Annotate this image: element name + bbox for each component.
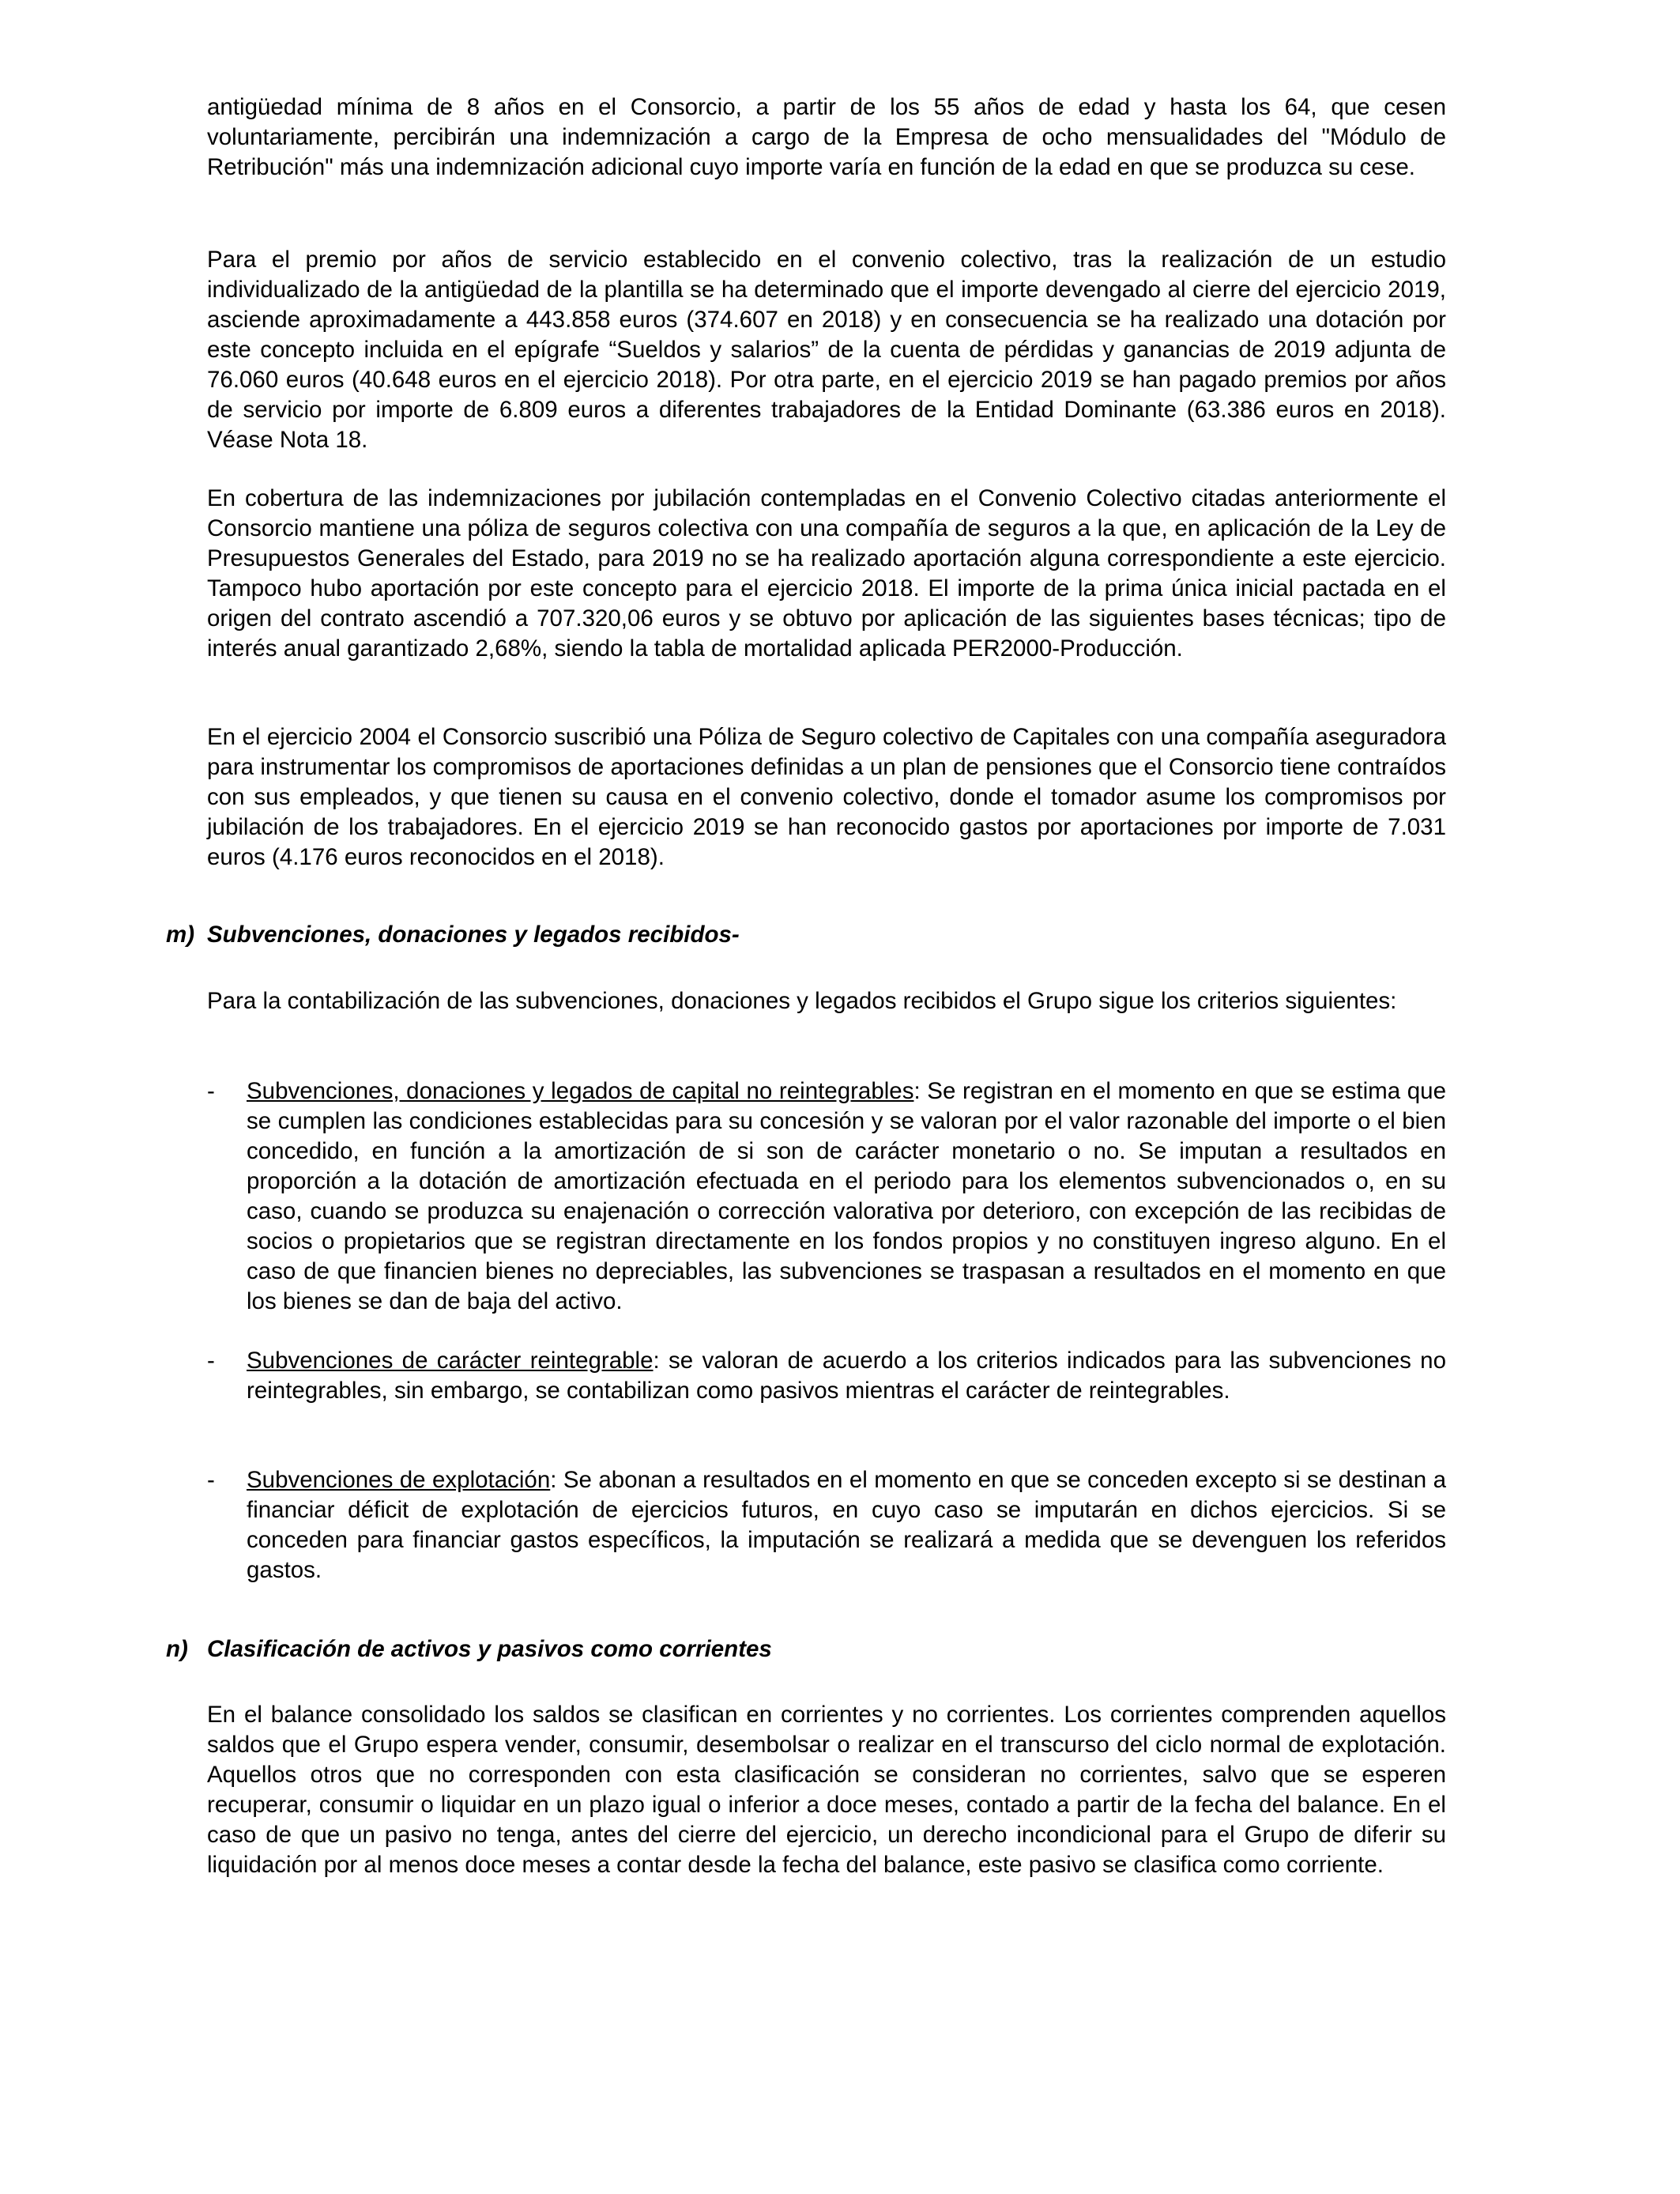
section-m-letter: m) <box>166 922 195 948</box>
paragraph-premio-servicio: Para el premio por años de servicio establecido en el convenio colectivo, tras la realización de un estudio individualizado de la antigüedad de la plantilla se ha determinado que el importe devengado al cierre del ejercicio 2019, asciende aproximadamente a 443.858 euros (374.607 en 2018) y en consecuencia se ha realizado una dotación por este concepto incluida en el epígrafe “Sueldos y salarios” de la cuenta de pérdidas y ganancias de 2019 adjunta de 76.060 euros (40.648 euros en el ejercicio 2018). Por otra parte, en el ejercicio 2019 se han pagado premios por años de servicio por importe de 6.809 euros a diferentes trabajadores de la Entidad Dominante (63.386 euros en 2018). Véase Nota 18. <box>207 247 1446 453</box>
section-n-heading <box>166 1634 1446 1664</box>
bullet-dash: - <box>207 1348 215 1374</box>
section-n-body: En el balance consolidado los saldos se clasifican en corrientes y no corrientes. Los corrientes comprenden aquellos saldos que el Grupo espera vender, consumir, desembolsar o realizar en el transcurso del ciclo normal de explotación. Aquellos otros que no corresponden con esta clasificación se consideran no corrientes, salvo que se esperen recuperar, consumir o liquidar en un plazo igual o inferior a doce meses, contado a partir de la fecha del balance. En el caso de que un pasivo no tenga, antes del cierre del ejercicio, un derecho incondicional para el Grupo de diferir su liquidación por al menos doce meses a contar desde la fecha del balance, este pasivo se clasifica como corriente. <box>207 1702 1446 1878</box>
section-m-intro: Para la contabilización de las subvenciones, donaciones y legados recibidos el Grupo sigue los criterios siguientes: <box>207 988 1397 1014</box>
section-m-title: Subvenciones, donaciones y legados recibidos- <box>207 922 740 948</box>
bullet-term: Subvenciones de explotación <box>247 1467 551 1493</box>
section-n-letter: n) <box>166 1636 188 1662</box>
bullet-subvenciones-explotacion <box>207 1465 1446 1585</box>
paragraph-indemnizacion-cese: antigüedad mínima de 8 años en el Consorcio, a partir de los 55 años de edad y hasta los 64, que cesen voluntariamente, percibirán una indemnización a cargo de la Empresa de ocho mensualidades del "Módulo de Retribución" más una indemnización adicional cuyo importe varía en función de la edad en que se produzca su cese. <box>207 94 1446 180</box>
bullet-text <box>247 1346 1446 1406</box>
paragraph-poliza-capitales: En el ejercicio 2004 el Consorcio suscribió una Póliza de Seguro colectivo de Capitales con una compañía aseguradora para instrumentar los compromisos de aportaciones definidas a un plan de pensiones que el Consorcio tiene contraídos con sus empleados, y que tienen su causa en el convenio colectivo, donde el tomador asume los compromisos por jubilación de los trabajadores. En el ejercicio 2019 se han reconocido gastos por aportaciones por importe de 7.031 euros (4.176 euros reconocidos en el 2018). <box>207 724 1446 870</box>
bullet-text <box>247 1076 1446 1317</box>
bullet-subvenciones-capital <box>207 1076 1446 1317</box>
bullet-dash: - <box>207 1078 215 1104</box>
bullet-text <box>247 1465 1446 1585</box>
bullet-term: Subvenciones de carácter reintegrable <box>247 1348 654 1374</box>
section-m-heading <box>166 920 1446 950</box>
bullet-body: : se valoran de acuerdo a los criterios indicados para las subvenciones no reintegrables, sin embargo, se contabilizan como pasivos mientras el carácter de reintegrables. <box>247 1348 1446 1404</box>
section-n-title: Clasificación de activos y pasivos como corrientes <box>207 1636 772 1662</box>
bullet-dash: - <box>207 1467 215 1493</box>
paragraph-poliza-jubilacion: En cobertura de las indemnizaciones por jubilación contempladas en el Convenio Colectivo citadas anteriormente el Consorcio mantiene una póliza de seguros colectiva con una compañía de seguros a la que, en aplicación de la Ley de Presupuestos Generales del Estado, para 2019 no se ha realizado aportación alguna correspondiente a este ejercicio. Tampoco hubo aportación por este concepto para el ejercicio 2018. El importe de la prima única inicial pactada en el origen del contrato ascendió a 707.320,06 euros y se obtuvo por aplicación de las siguientes bases técnicas; tipo de interés anual garantizado 2,68%, siendo la tabla de mortalidad aplicada PER2000-Producción. <box>207 485 1446 662</box>
bullet-subvenciones-reintegrable <box>207 1346 1446 1406</box>
bullet-term: Subvenciones, donaciones y legados de capital no reintegrables <box>247 1078 914 1104</box>
bullet-body: : Se abonan a resultados en el momento en que se conceden excepto si se destinan a financiar déficit de explotación de ejercicios futuros, en cuyo caso se imputarán en dichos ejercicios. Si se conceden para financiar gastos específicos, la imputación se realizará a medida que se devenguen los referidos gastos. <box>247 1467 1446 1583</box>
bullet-body: : Se registran en el momento en que se estima que se cumplen las condiciones establecidas para su concesión y se valoran por el valor razonable del importe o el bien concedido, en función a la amortización de si son de carácter monetario o no. Se imputan a resultados en proporción a la dotación de amortización efectuada en el periodo para los elementos subvencionados o, en su caso, cuando se produzca su enajenación o corrección valorativa por deterioro, con excepción de las recibidas de socios o propietarios que se registran directamente en los fondos propios y no constituyen ingreso alguno. En el caso de que financien bienes no depreciables, las subvenciones se traspasan a resultados en el momento en que los bienes se dan de baja del activo. <box>247 1078 1446 1314</box>
